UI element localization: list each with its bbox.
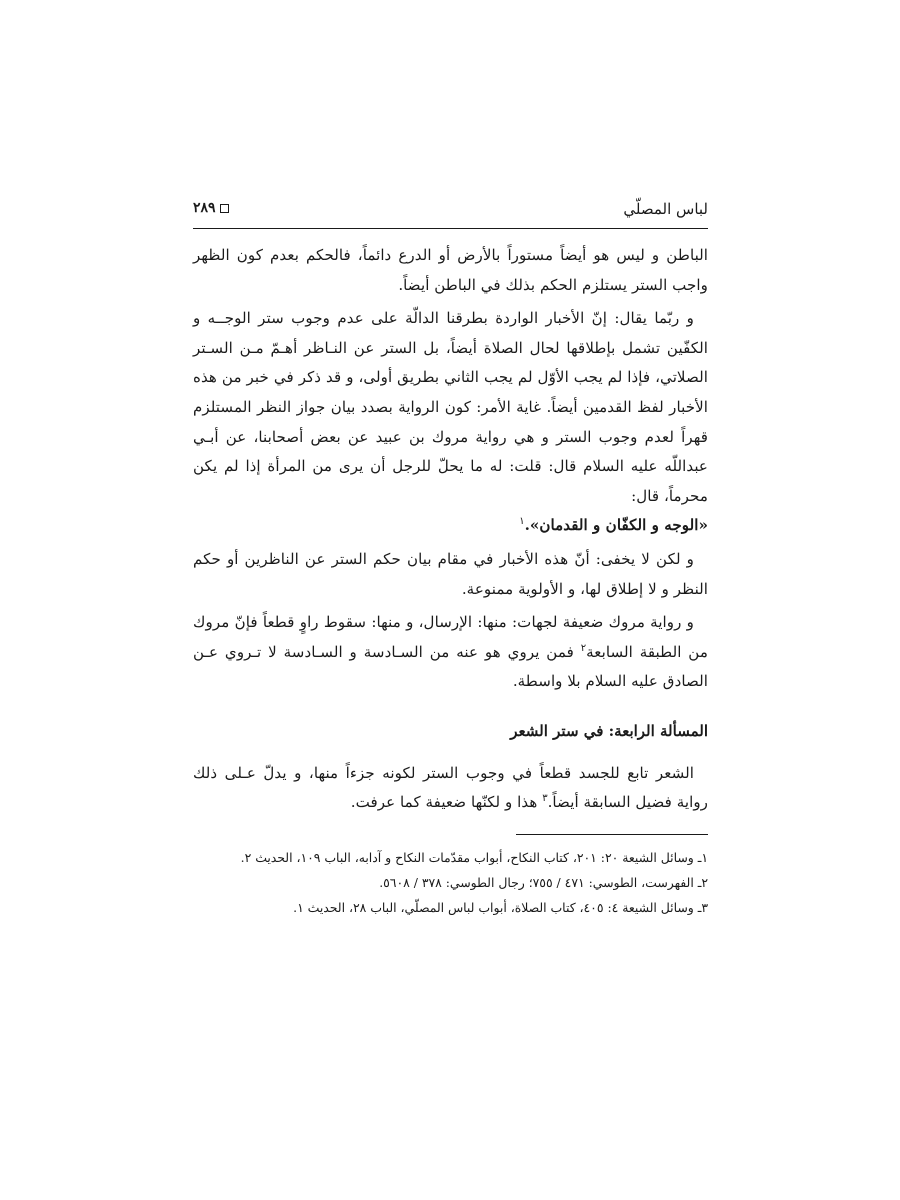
paragraph-4 (193, 608, 708, 697)
section-heading: المسألة الرابعة: في ستر الشعر (510, 721, 708, 740)
paragraph-2-quote: «الوجه و الكفّان و القدمان». (524, 516, 708, 535)
page-number: ٢٨٩ (193, 200, 216, 216)
footnote-ref-1: ١ (519, 516, 525, 528)
running-title: لباس المصلّي (623, 200, 708, 218)
footnote-2: ٢ـ الفهرست، الطوسي: ٤٧١ / ٧٥٥؛ رجال الطوسي: ٣٧٨ / ٥٦٠٨. (379, 874, 708, 890)
paragraph-3: و لكن لا يخفى: أنّ هذه الأخبار في مقام بيان حكم الستر عن الناظرين أو حكم النظر و لا إطلاق لها، و الأولوية ممنوعة. (193, 549, 708, 598)
footnote-ref-3: ٣ (542, 793, 548, 805)
paragraph-2-text: و ربّما يقال: إنّ الأخبار الواردة بطرقنا الدالّة على عدم وجوب ستر الوجــه و الكفّين تشمل بإطلاقها لحال الصلاة أيضاً، بل الستر عن النـاظر أهـمّ مـن السـتر الصلاتي، فإذا لم يجب الأوّل لم يجب الثاني بطريق أولى، و قد ذكر في خبر من هذه الأخبار لفظ القدمين أيضاً. غاية الأمر: كون الرواية بصدد بيان جواز النظر المستلزم قهراً لعدم وجوب الستر و هي رواية مروك بن عبيد عن بعض أصحابنا، عن أبـي عبداللّه عليه السلام قال: قلت: له ما يحلّ للرجل أن يرى من المرأة إذا لم يكن محرماً، قال: (193, 309, 708, 505)
running-header (193, 196, 708, 229)
footnote-separator (516, 834, 708, 835)
footnotes (193, 845, 708, 920)
footnote-ref-2: ٢ (580, 642, 587, 654)
footnote-1: ١ـ وسائل الشيعة ٢٠: ٢٠١، كتاب النكاح، أبواب مقدّمات النكاح و آدابه، الباب ١٠٩، الحديث ٢. (240, 849, 708, 865)
body-text (193, 241, 708, 818)
paragraph-5-text-a: الشعر تابع للجسد قطعاً في وجوب الستر لكونه جزءاً منها، و يدلّ عـلى ذلك رواية فضيل السابقة أيضاً. (193, 763, 708, 812)
square-icon (220, 204, 229, 213)
paragraph-5-text-b: هذا و لكنّها ضعيفة كما عرفت. (350, 793, 543, 812)
book-page (193, 196, 708, 1026)
footnote-3: ٣ـ وسائل الشيعة ٤: ٤٠٥، كتاب الصلاة، أبواب لباس المصلّي، الباب ٢٨، الحديث ١. (293, 899, 708, 915)
page-number-block (193, 200, 229, 216)
paragraph-4-text-b: فمن يروي هو عنه من السـادسة و السـادسة لا تـروي عـن الصادق عليه السلام بلا واسطة. (193, 642, 708, 691)
paragraph-4-text-a: و رواية مروك ضعيفة لجهات: منها: الإرسال، و منها: سقوط راوٍ قطعاً فإنّ مروك من الطبقة السابعة (193, 613, 708, 661)
paragraph-2 (193, 304, 708, 541)
paragraph-5 (193, 759, 708, 818)
paragraph-1: الباطن و ليس هو أيضاً مستوراً بالأرض أو الدرع دائماً، فالحكم بعدم كون الظهر واجب الستر يستلزم الحكم بذلك في الباطن أيضاً. (193, 246, 708, 294)
